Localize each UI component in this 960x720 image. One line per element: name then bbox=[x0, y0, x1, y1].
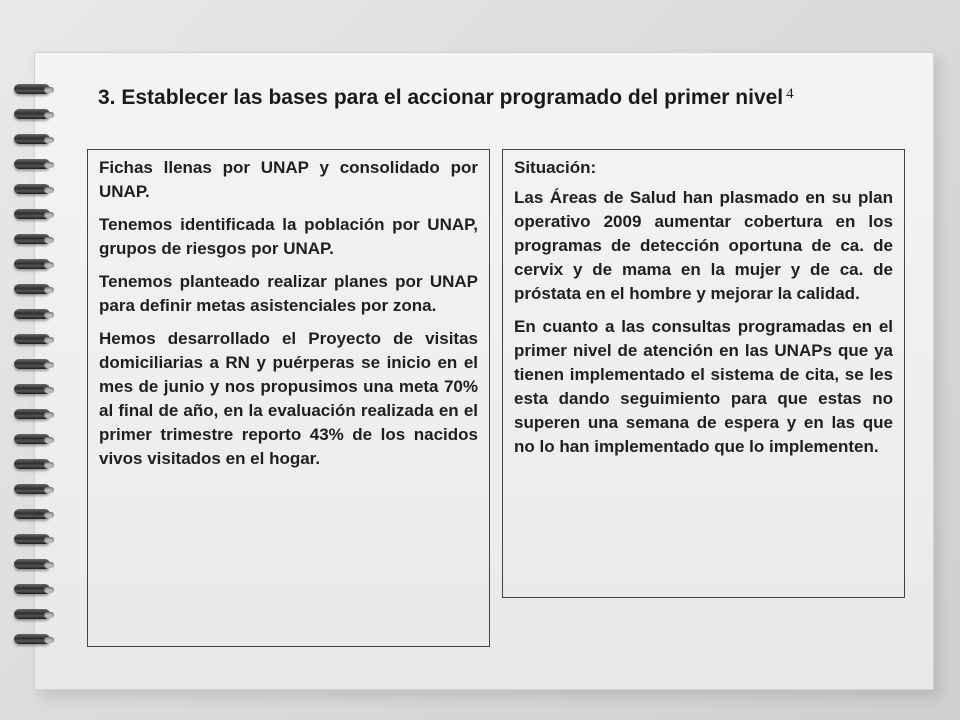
spiral-ring bbox=[8, 284, 58, 298]
spiral-ring bbox=[8, 359, 58, 373]
spiral-ring bbox=[8, 609, 58, 623]
spiral-ring bbox=[8, 159, 58, 173]
spiral-binding bbox=[8, 84, 58, 664]
spiral-ring bbox=[8, 109, 58, 123]
right-text-content bbox=[503, 150, 904, 459]
spiral-ring bbox=[8, 384, 58, 398]
spiral-ring bbox=[8, 209, 58, 223]
slide-title-footnote: 4 bbox=[786, 86, 794, 102]
spiral-ring bbox=[8, 184, 58, 198]
right-text-box bbox=[502, 149, 905, 598]
left-text-content bbox=[88, 150, 489, 471]
spiral-ring bbox=[8, 484, 58, 498]
spiral-ring bbox=[8, 409, 58, 423]
spiral-ring bbox=[8, 509, 58, 523]
spiral-ring bbox=[8, 84, 58, 98]
left-paragraph: Tenemos planteado realizar planes por UNAP para definir metas asistenciales por zona. bbox=[99, 272, 478, 315]
right-paragraph: En cuanto a las consultas programadas en el primer nivel de atención en las UNAPs que ya tienen implementado el sistema de cita, se les esta dando seguimiento para que estas no superen una semana de espera y en las que no lo han implementado que lo implementen. bbox=[514, 317, 893, 456]
spiral-ring bbox=[8, 534, 58, 548]
spiral-ring bbox=[8, 234, 58, 248]
slide-title-text: 3. Establecer las bases para el accionar programado del primer nivel bbox=[98, 86, 784, 109]
right-heading: Situación: bbox=[514, 158, 597, 177]
right-paragraph: Las Áreas de Salud han plasmado en su plan operativo 2009 aumentar cobertura en los programas de detección oportuna de ca. de cervix y de mama en la mujer y de ca. de próstata en el hombre y mejorar la calidad. bbox=[514, 188, 893, 303]
left-paragraph: Tenemos identificada la población por UNAP, grupos de riesgos por UNAP. bbox=[99, 215, 478, 258]
spiral-ring bbox=[8, 584, 58, 598]
spiral-ring bbox=[8, 134, 58, 148]
spiral-ring bbox=[8, 309, 58, 323]
spiral-ring bbox=[8, 634, 58, 648]
left-paragraph: Hemos desarrollado el Proyecto de visitas domiciliarias a RN y puérperas se inicio en el mes de junio y nos propusimos una meta 70% al final de año, en la evaluación realizada en el primer trimestre reporto 43% de los nacidos vivos visitados en el hogar. bbox=[99, 329, 478, 468]
left-text-box bbox=[87, 149, 490, 647]
spiral-ring bbox=[8, 559, 58, 573]
spiral-ring bbox=[8, 334, 58, 348]
spiral-ring bbox=[8, 459, 58, 473]
spiral-ring bbox=[8, 259, 58, 273]
spiral-ring bbox=[8, 434, 58, 448]
left-paragraph: Fichas llenas por UNAP y consolidado por UNAP. bbox=[99, 158, 478, 201]
slide-title bbox=[98, 86, 918, 110]
